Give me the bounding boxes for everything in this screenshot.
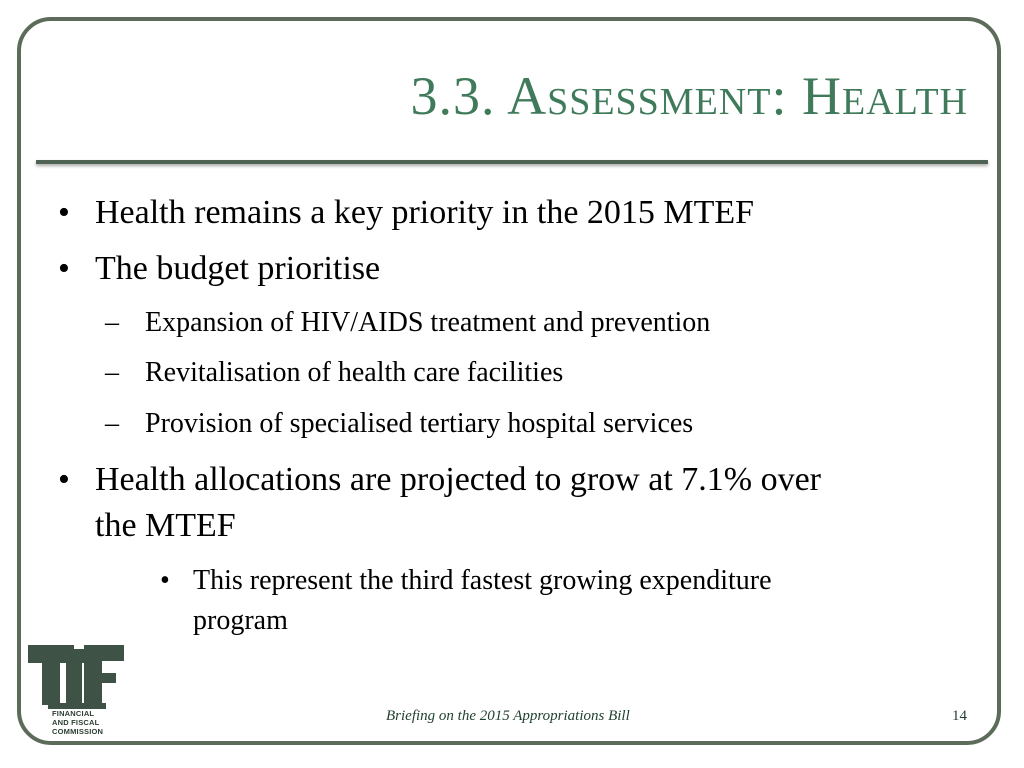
logo-caption-line: COMMISSION: [52, 727, 104, 736]
bullet-marker: •: [58, 461, 70, 498]
nested-bullet-text-line1: This represent the third fastest growing expenditure: [193, 565, 772, 596]
bullet-text: The budget prioritise: [95, 250, 381, 287]
logo-caption-line: AND FISCAL: [52, 718, 100, 727]
dash-marker: –: [105, 357, 119, 388]
logo-caption-line: FINANCIAL: [52, 709, 95, 718]
sub-bullet-text: Revitalisation of health care facilities: [145, 357, 564, 388]
bullet-marker: •: [58, 194, 70, 231]
title-divider: [36, 160, 988, 164]
nested-bullet-text-line2: program: [193, 605, 288, 636]
sub-bullet-text: Expansion of HIV/AIDS treatment and prevention: [145, 307, 711, 338]
logo-caption: [52, 709, 103, 736]
sub-bullet-text: Provision of specialised tertiary hospital services: [145, 408, 694, 439]
dash-marker: –: [105, 408, 119, 439]
bullet-marker: •: [58, 250, 70, 287]
page-number: 14: [952, 708, 967, 724]
bullet-text-line1: Health allocations are projected to grow at 7.1% over: [95, 461, 822, 498]
bullet-marker: •: [160, 565, 170, 596]
slide-title: 3.3. Assessment: Health: [410, 66, 968, 126]
bullet-text-line2: the MTEF: [95, 507, 236, 544]
dash-marker: –: [105, 307, 119, 338]
footer-text: Briefing on the 2015 Appropriations Bill: [386, 708, 630, 724]
bullet-text: Health remains a key priority in the 2015 MTEF: [95, 194, 755, 231]
